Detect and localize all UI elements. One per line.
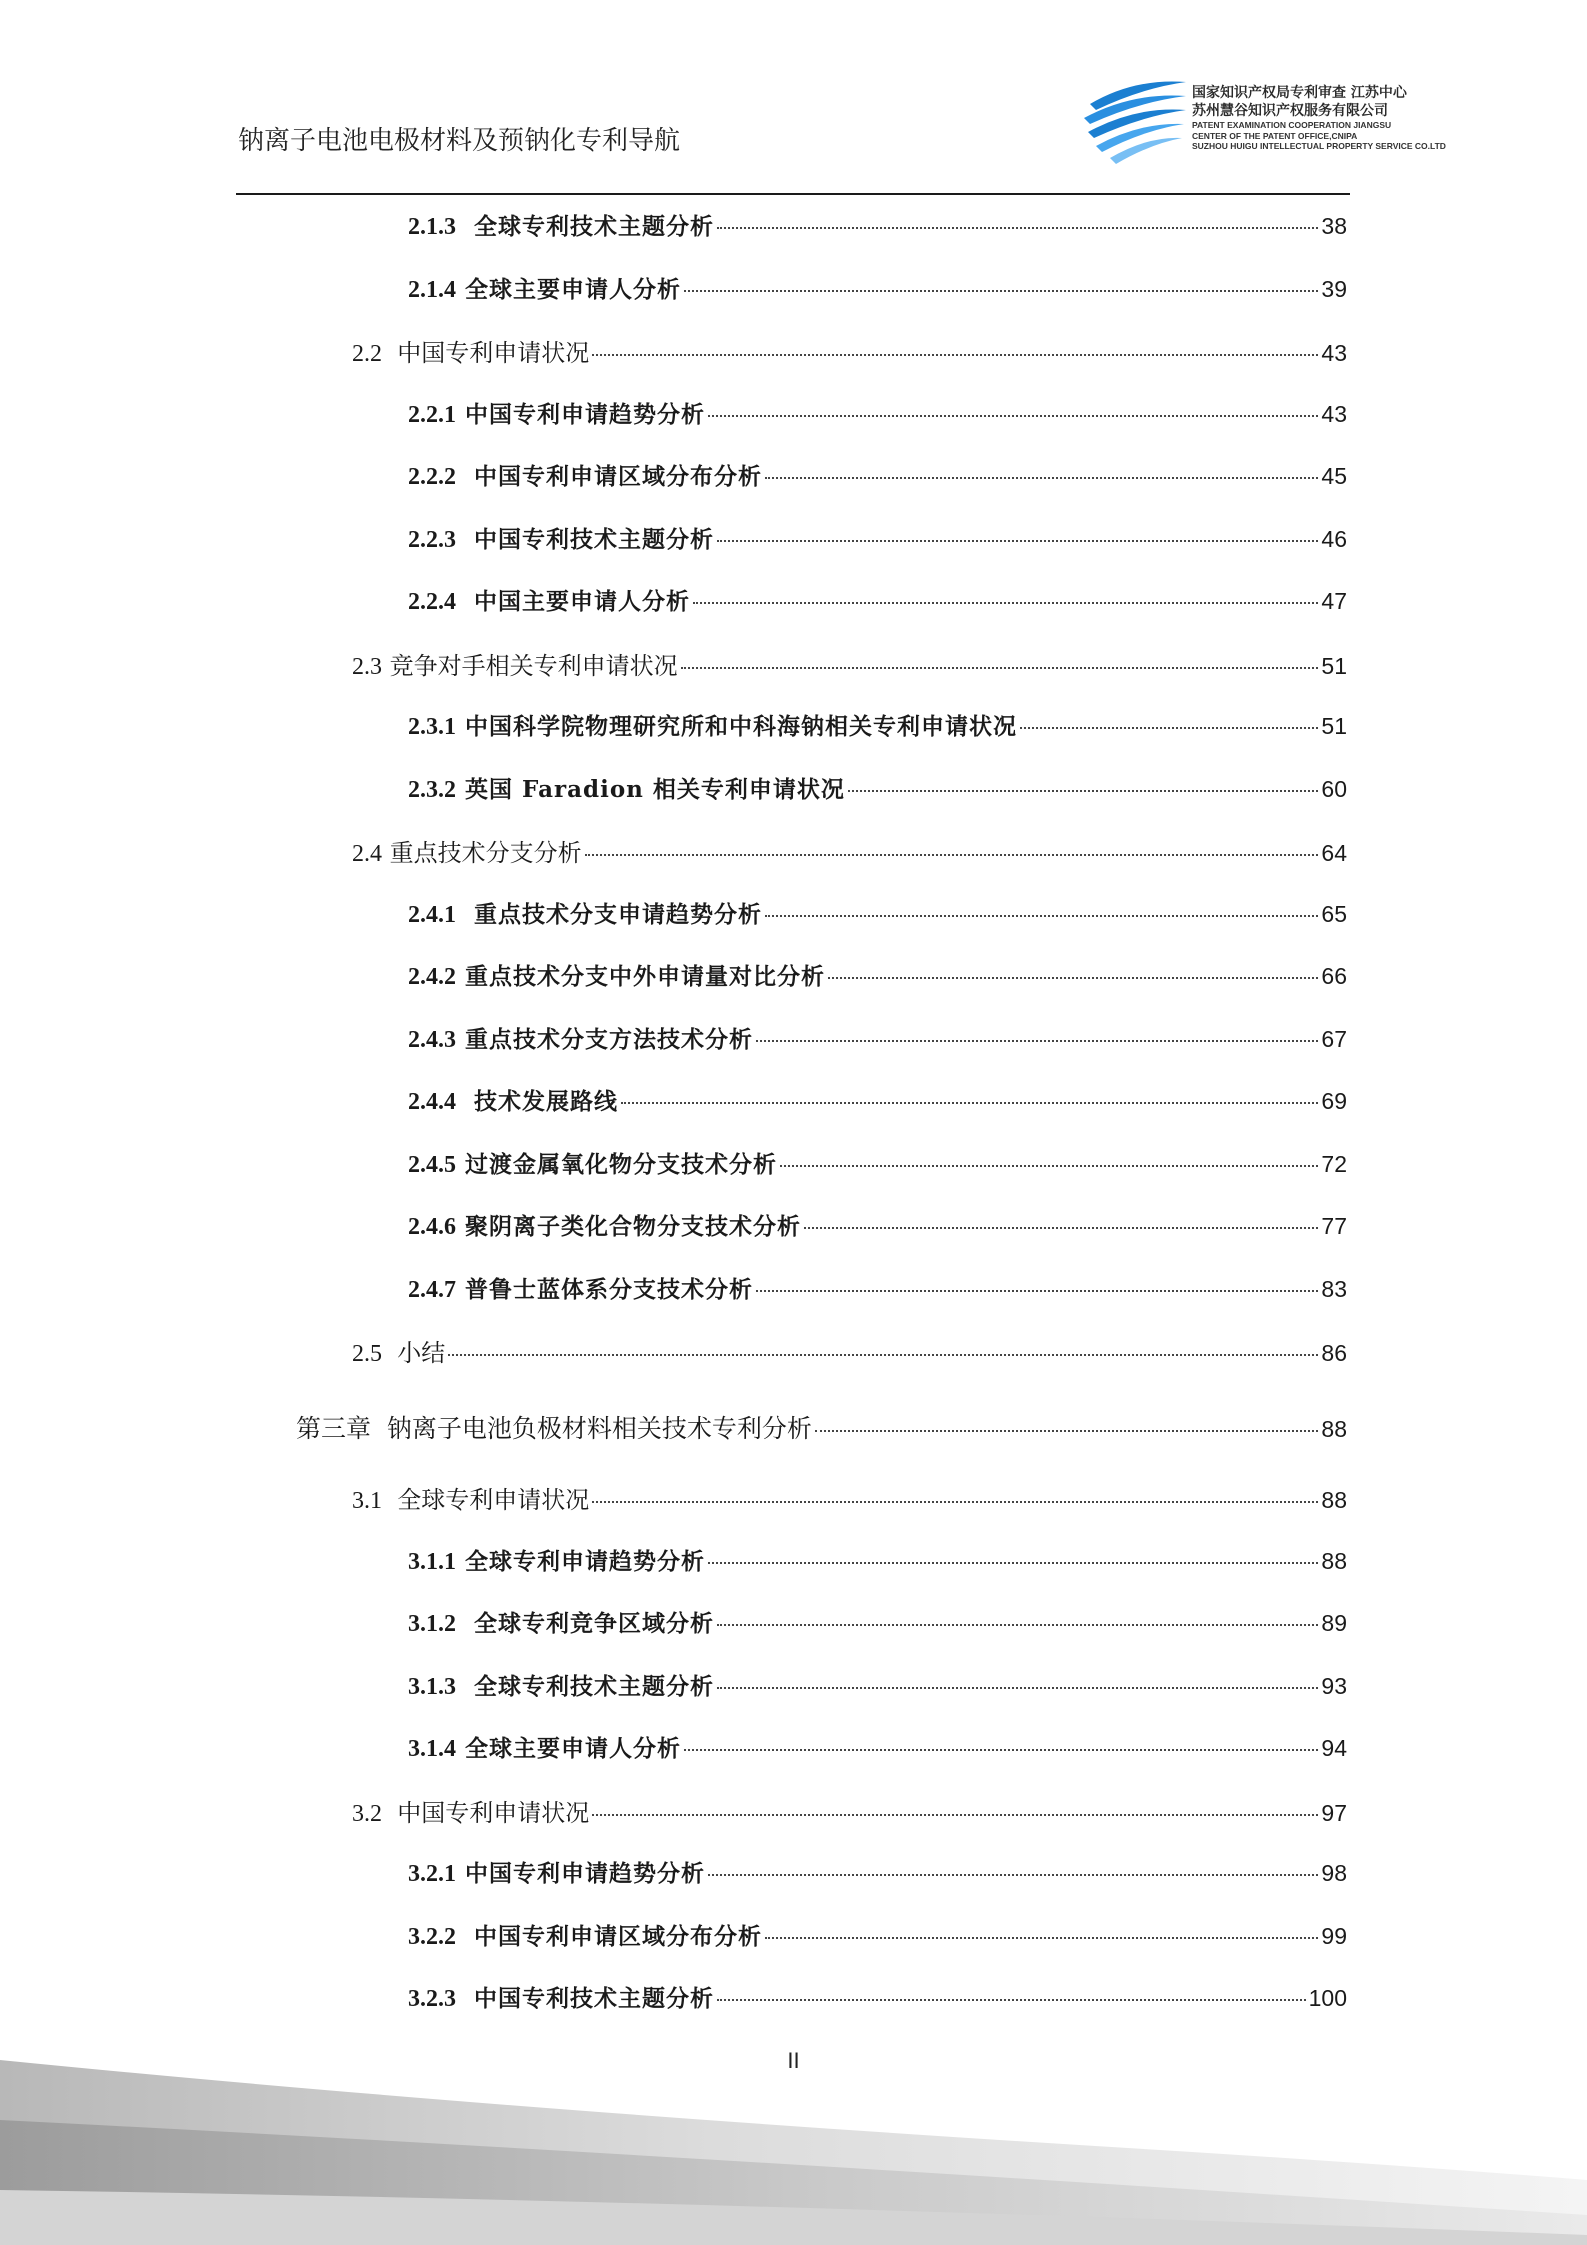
toc-entry[interactable]: 2.2.1 中国专利申请趋势分析 43 <box>408 401 1347 428</box>
logo-org-name-en-1: PATENT EXAMINATION COOPERATION JIANGSU <box>1192 120 1392 130</box>
toc-entry[interactable]: 3.2.2 中国专利申请区域分布分析 99 <box>408 1923 1347 1950</box>
page-number: II <box>787 2048 800 2073</box>
toc-entry[interactable]: 3.1.4 全球主要申请人分析 94 <box>408 1735 1347 1762</box>
toc-entry[interactable]: 3.1.1 全球专利申请趋势分析 88 <box>408 1548 1347 1575</box>
toc-entry[interactable]: 3.2.1 中国专利申请趋势分析 98 <box>408 1860 1347 1887</box>
toc-entry[interactable]: 2.3.2 英国 Faradion 相关专利申请状况 60 <box>408 776 1347 803</box>
toc-entry[interactable]: 3.2.3 中国专利技术主题分析 100 <box>408 1985 1347 2012</box>
logo-org-name-cn-2: 苏州慧谷知识产权服务有限公司 <box>1192 103 1388 119</box>
toc-entry[interactable]: 2.5 小结 86 <box>352 1339 1347 1367</box>
toc-entry[interactable]: 2.4.2 重点技术分支中外申请量对比分析 66 <box>408 963 1347 990</box>
toc-entry[interactable]: 2.2.3 中国专利技术主题分析 46 <box>408 526 1347 553</box>
toc-entry[interactable]: 2.1.3 全球专利技术主题分析 38 <box>408 213 1347 240</box>
toc-entry[interactable]: 2.3.1 中国科学院物理研究所和中科海钠相关专利申请状况 51 <box>408 713 1347 740</box>
toc-entry[interactable]: 2.4.1 重点技术分支申请趋势分析 65 <box>408 901 1347 928</box>
logo-org-name-en-3: SUZHOU HUIGU INTELLECTUAL PROPERTY SERVICE CO.LTD <box>1192 141 1446 151</box>
header-divider <box>236 193 1350 195</box>
wave-swoosh-logo-icon <box>1082 74 1190 164</box>
toc-entry[interactable]: 2.4.5 过渡金属氧化物分支技术分析 72 <box>408 1151 1347 1178</box>
toc-entry[interactable]: 3.1.3 全球专利技术主题分析 93 <box>408 1673 1347 1700</box>
logo-org-name-en-2: CENTER OF THE PATENT OFFICE,CNIPA <box>1192 130 1358 141</box>
toc-entry[interactable]: 3.2 中国专利申请状况 97 <box>352 1799 1347 1827</box>
toc-entry[interactable]: 2.2.2 中国专利申请区域分布分析 45 <box>408 463 1347 490</box>
toc-entry[interactable]: 3.1.2 全球专利竞争区域分析 89 <box>408 1610 1347 1637</box>
toc-entry[interactable]: 2.4 重点技术分支分析 64 <box>352 839 1347 867</box>
organization-logo <box>1082 74 1446 164</box>
toc-entry[interactable]: 2.4.6 聚阴离子类化合物分支技术分析 77 <box>408 1213 1347 1240</box>
toc-entry[interactable]: 2.1.4 全球主要申请人分析 39 <box>408 276 1347 303</box>
footer-gray-swoosh-decoration <box>0 2000 1587 2245</box>
toc-entry[interactable]: 2.2.4 中国主要申请人分析 47 <box>408 588 1347 615</box>
toc-entry[interactable]: 2.3 竞争对手相关专利申请状况 51 <box>352 652 1347 680</box>
toc-entry[interactable]: 3.1 全球专利申请状况 88 <box>352 1486 1347 1514</box>
toc-entry[interactable]: 2.4.4 技术发展路线 69 <box>408 1088 1347 1115</box>
running-header-title: 钠离子电池电极材料及预钠化专利导航 <box>238 126 681 156</box>
logo-org-name-cn-1: 国家知识产权局专利审查 江苏中心 <box>1192 85 1407 101</box>
toc-entry[interactable]: 2.4.3 重点技术分支方法技术分析 67 <box>408 1026 1347 1053</box>
toc-entry[interactable]: 第三章 钠离子电池负极材料相关技术专利分析 88 <box>296 1414 1347 1443</box>
toc-entry[interactable]: 2.4.7 普鲁士蓝体系分支技术分析 83 <box>408 1276 1347 1303</box>
toc-entry[interactable]: 2.2 中国专利申请状况 43 <box>352 339 1347 367</box>
